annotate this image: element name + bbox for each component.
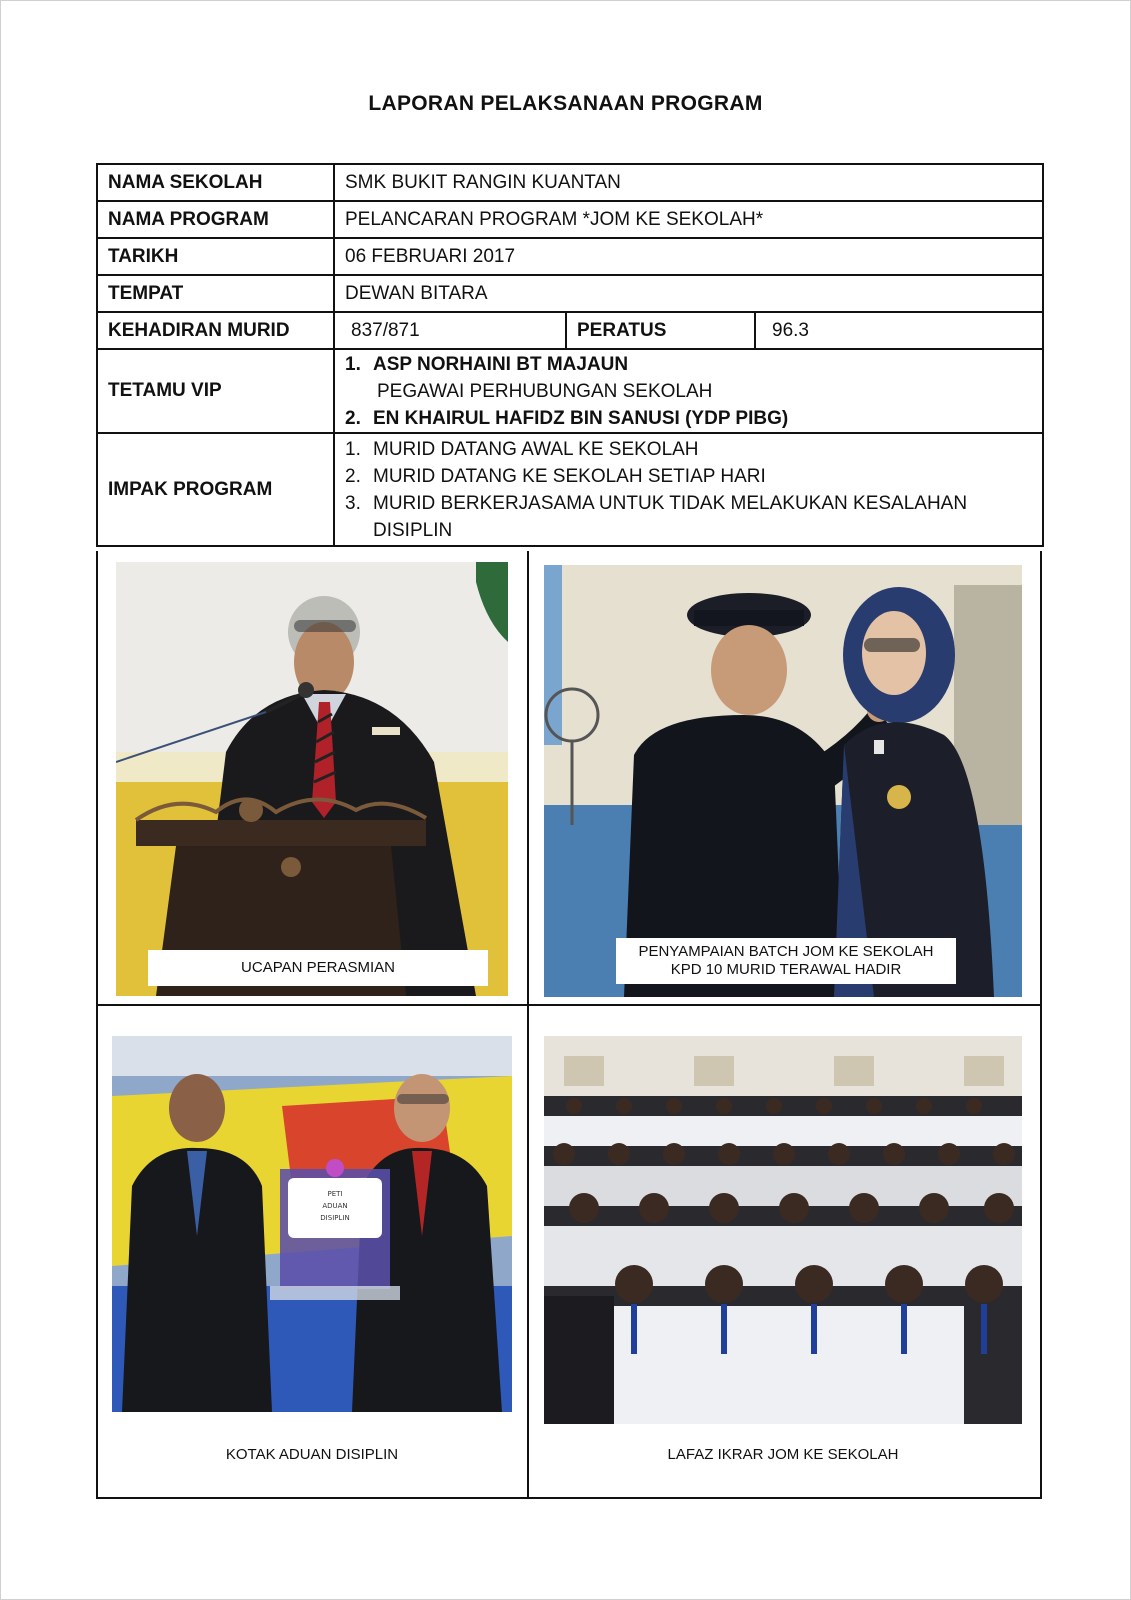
row-nama-sekolah (97, 164, 1043, 201)
tarikh-label: TARIKH (97, 238, 334, 275)
impak-label: IMPAK PROGRAM (97, 433, 334, 546)
row-tetamu (97, 349, 1043, 433)
tetamu-value (334, 349, 1043, 433)
kehadiran-label: KEHADIRAN MURID (97, 312, 334, 349)
vip-name: ASP NORHAINI BT MAJAUN (373, 353, 629, 375)
vip-item: 2. EN KHAIRUL HAFIDZ BIN SANUSI (YDP PIBG) (345, 407, 789, 429)
impak-item: 1. MURID DATANG AWAL KE SEKOLAH (345, 438, 699, 460)
photo-penyampaian-batch (544, 565, 1022, 997)
tempat-value: DEWAN BITARA (334, 275, 1043, 312)
row-tempat (97, 275, 1043, 312)
impak-item: 2. MURID DATANG KE SEKOLAH SETIAP HARI (345, 465, 766, 487)
students-image (544, 1036, 1022, 1424)
photo-ucapan-perasmian (116, 562, 508, 996)
tempat-label: TEMPAT (97, 275, 334, 312)
grid-divider-vertical (527, 551, 529, 1499)
box-label-line3: DISIPLIN (320, 1214, 350, 1222)
nama-program-label: NAMA PROGRAM (97, 201, 334, 238)
vip-name: EN KHAIRUL HAFIDZ BIN SANUSI (YDP PIBG) (373, 407, 789, 429)
row-kehadiran (97, 312, 1043, 349)
box-label-line2: ADUAN (322, 1202, 348, 1210)
info-table (96, 163, 1044, 547)
impak-value (334, 433, 1043, 546)
row-impak (97, 433, 1043, 546)
row-tarikh (97, 238, 1043, 275)
caption-kotak-aduan: KOTAK ADUAN DISIPLIN (225, 1446, 399, 1463)
row-nama-program (97, 201, 1043, 238)
caption-penyampaian-batch: PENYAMPAIAN BATCH JOM KE SEKOLAH KPD 10 MURID TERAWAL HADIR (616, 938, 956, 984)
presentation-image (544, 565, 1022, 997)
nama-sekolah-value: SMK BUKIT RANGIN KUANTAN (334, 164, 1043, 201)
photo-kotak-aduan (112, 1036, 512, 1412)
complaint-box-image (112, 1036, 512, 1412)
tarikh-value: 06 FEBRUARI 2017 (334, 238, 1043, 275)
nama-sekolah-label: NAMA SEKOLAH (97, 164, 334, 201)
caption-lafaz-ikrar: LAFAZ IKRAR JOM KE SEKOLAH (667, 1446, 899, 1463)
photo-lafaz-ikrar (544, 1036, 1022, 1424)
speaker-image (116, 562, 508, 996)
page-title: LAPORAN PELAKSANAAN PROGRAM (368, 92, 763, 115)
box-label-line1: PETI (327, 1190, 343, 1198)
grid-divider-horizontal (96, 1004, 1042, 1006)
vip-position: PEGAWAI PERHUBUNGAN SEKOLAH (377, 380, 713, 402)
peratus-label: PERATUS (566, 312, 755, 349)
vip-item: 1. ASP NORHAINI BT MAJAUN PEGAWAI PERHUBUNGAN SEKOLAH (345, 351, 1032, 405)
impak-list (345, 436, 1032, 544)
caption-ucapan-perasmian: UCAPAN PERASMIAN (148, 950, 488, 986)
peratus-value: 96.3 (755, 312, 1043, 349)
tetamu-label: TETAMU VIP (97, 349, 334, 433)
impak-item: 3. MURID BERKERJASAMA UNTUK TIDAK MELAKUKAN KESALAHAN DISIPLIN (345, 492, 968, 541)
nama-program-value: PELANCARAN PROGRAM *JOM KE SEKOLAH* (334, 201, 1043, 238)
kehadiran-value: 837/871 (334, 312, 566, 349)
vip-list (345, 351, 1032, 432)
